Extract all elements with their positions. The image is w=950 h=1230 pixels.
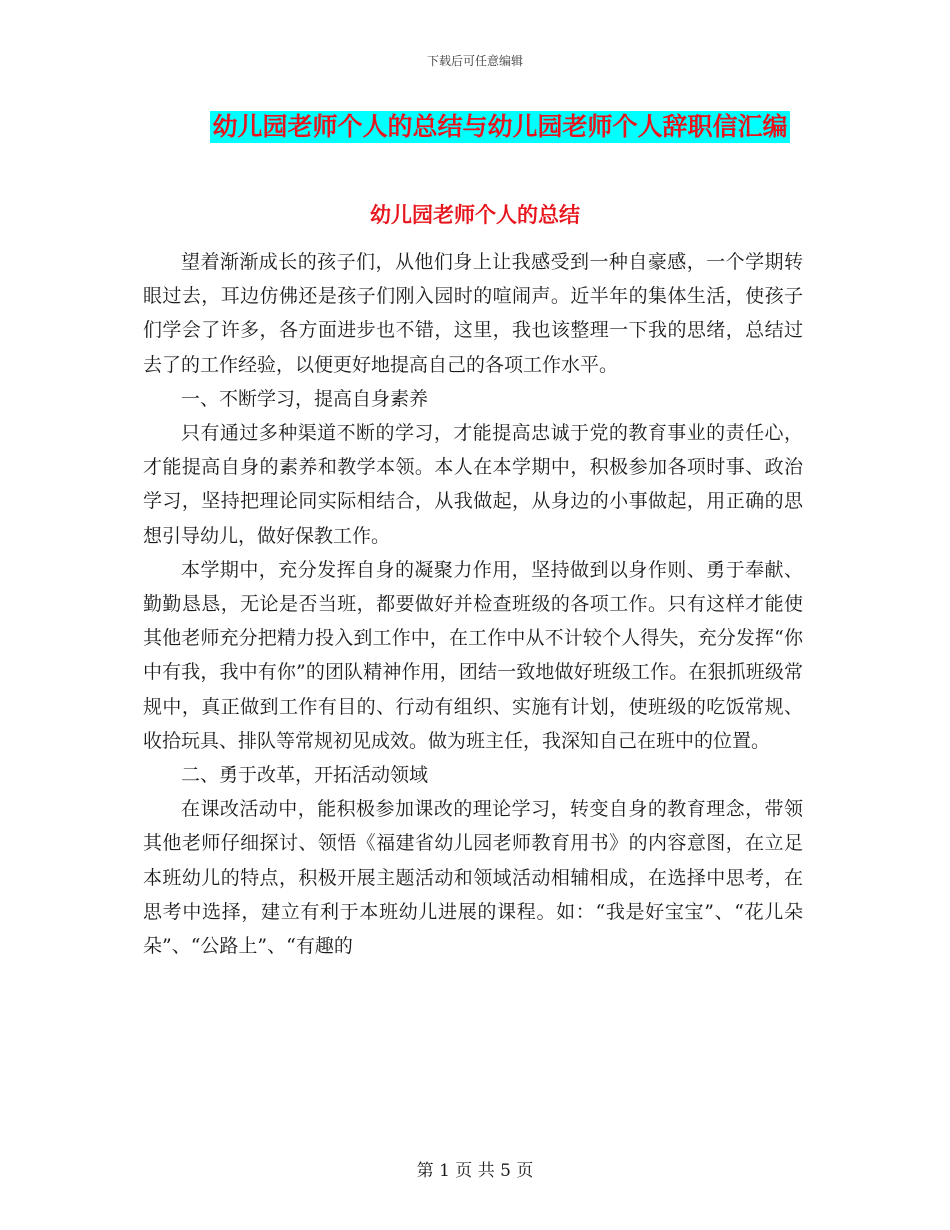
section-title: 幼儿园老师个人的总结 bbox=[370, 203, 580, 227]
paragraph: 望着渐渐成长的孩子们，从他们身上让我感受到一种自豪感，一个学期转眼过去，耳边仿佛还是孩子们刚入园时的喧闹声。近半年的集体生活，使孩子们学会了许多，各方面进步也不错，这里，我也该整理一下我的思绪，总结过去了的工作经验，以便更好地提高自己的各项工作水平。 bbox=[143, 251, 803, 376]
body-text bbox=[143, 245, 803, 963]
main-title-wrap bbox=[0, 111, 950, 143]
page-number: 第 1 页 共 5 页 bbox=[416, 1161, 534, 1181]
section-heading: 一、不断学习，提高自身素养 bbox=[181, 387, 429, 410]
section-heading: 二、勇于改革，开拓活动领域 bbox=[181, 764, 429, 787]
document-title: 幼儿园老师个人的总结与幼儿园老师个人辞职信汇编 bbox=[212, 112, 788, 141]
paragraph: 只有通过多种渠道不断的学习，才能提高忠诚于党的教育事业的责任心，才能提高自身的素养和教学本领。本人在本学期中，积极参加各项时事、政治学习，坚持把理论同实际相结合，从我做起，从身边的小事做起，用正确的思想引导幼儿，做好保教工作。 bbox=[143, 422, 803, 547]
paragraph: 本学期中，充分发挥自身的凝聚力作用，坚持做到以身作则、勇于奉献、勤勤恳恳，无论是否当班，都要做好并检查班级的各项工作。只有这样才能使其他老师充分把精力投入到工作中，在工作中从不计较个人得失，充分发挥“你中有我，我中有你”的团队精神作用，团结一致地做好班级工作。在狠抓班级常规中，真正做到工作有目的、行动有组织、实施有计划，使班级的吃饭常规、收拾玩具、排队等常规初见成效。做为班主任，我深知自己在班中的位置。 bbox=[143, 558, 803, 752]
header-note: 下载后可任意编辑 bbox=[426, 54, 523, 68]
paragraph: 在课改活动中，能积极参加课改的理论学习，转变自身的教育理念，带领其他老师仔细探讨、领悟《福建省幼儿园老师教育用书》的内容意图，在立足本班幼儿的特点，积极开展主题活动和领域活动相辅相成，在选择中思考，在思考中选择，建立有利于本班幼儿进展的课程。如：“我是好宝宝”、“花儿朵朵”、“公路上”、“有趣的 bbox=[143, 798, 803, 958]
